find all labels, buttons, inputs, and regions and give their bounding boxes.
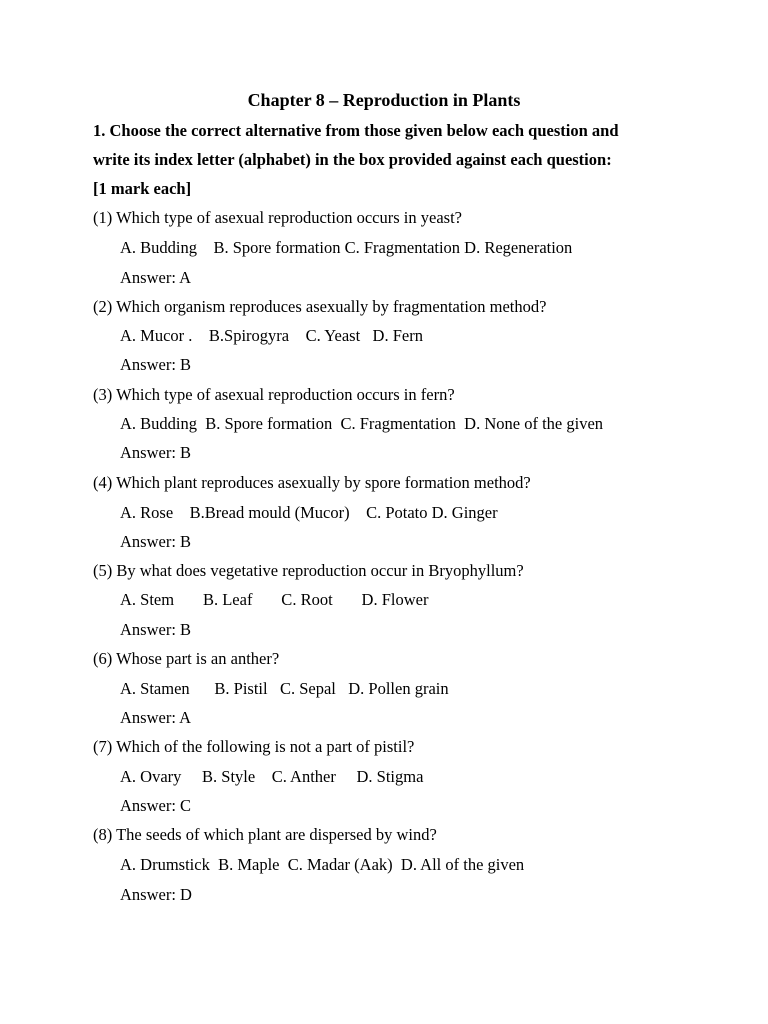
question-7-options: A. Ovary B. Style C. Anther D. Stigma: [120, 767, 424, 786]
question-8: (8) The seeds of which plant are dispersed by wind?: [93, 825, 437, 844]
question-8-options: A. Drumstick B. Maple C. Madar (Aak) D. All of the given: [120, 855, 525, 874]
instruction-marks: [1 mark each]: [93, 179, 192, 198]
question-3: (3) Which type of asexual reproduction occurs in fern?: [93, 385, 455, 404]
question-1-options: A. Budding B. Spore formation C. Fragmentation D. Regeneration: [120, 238, 573, 257]
question-6-answer: Answer: A: [120, 708, 192, 727]
question-1-answer: Answer: A: [120, 268, 192, 287]
question-5-options: A. Stem B. Leaf C. Root D. Flower: [120, 590, 429, 609]
question-4-answer: Answer: B: [120, 532, 192, 551]
question-7-answer: Answer: C: [120, 796, 192, 815]
question-5-answer: Answer: B: [120, 620, 192, 639]
question-6-options: A. Stamen B. Pistil C. Sepal D. Pollen grain: [120, 679, 449, 698]
question-4-options: A. Rose B.Bread mould (Mucor) C. Potato D. Ginger: [120, 503, 498, 522]
question-5: (5) By what does vegetative reproduction occur in Bryophyllum?: [93, 561, 524, 580]
question-4: (4) Which plant reproduces asexually by spore formation method?: [93, 473, 531, 492]
question-6: (6) Whose part is an anther?: [93, 649, 280, 668]
question-2: (2) Which organism reproduces asexually by fragmentation method?: [93, 297, 547, 316]
page-title: Chapter 8 – Reproduction in Plants: [247, 90, 521, 110]
instruction-line-1: 1. Choose the correct alternative from those given below each question and: [93, 121, 619, 140]
question-1: (1) Which type of asexual reproduction occurs in yeast?: [93, 208, 462, 227]
question-7: (7) Which of the following is not a part of pistil?: [93, 737, 415, 756]
question-2-answer: Answer: B: [120, 355, 192, 374]
question-8-answer: Answer: D: [120, 885, 192, 904]
instruction-line-2: write its index letter (alphabet) in the box provided against each question:: [93, 150, 612, 169]
question-2-options: A. Mucor . B.Spirogyra C. Yeast D. Fern: [120, 326, 423, 345]
question-3-options: A. Budding B. Spore formation C. Fragmentation D. None of the given: [120, 414, 604, 433]
question-3-answer: Answer: B: [120, 443, 192, 462]
